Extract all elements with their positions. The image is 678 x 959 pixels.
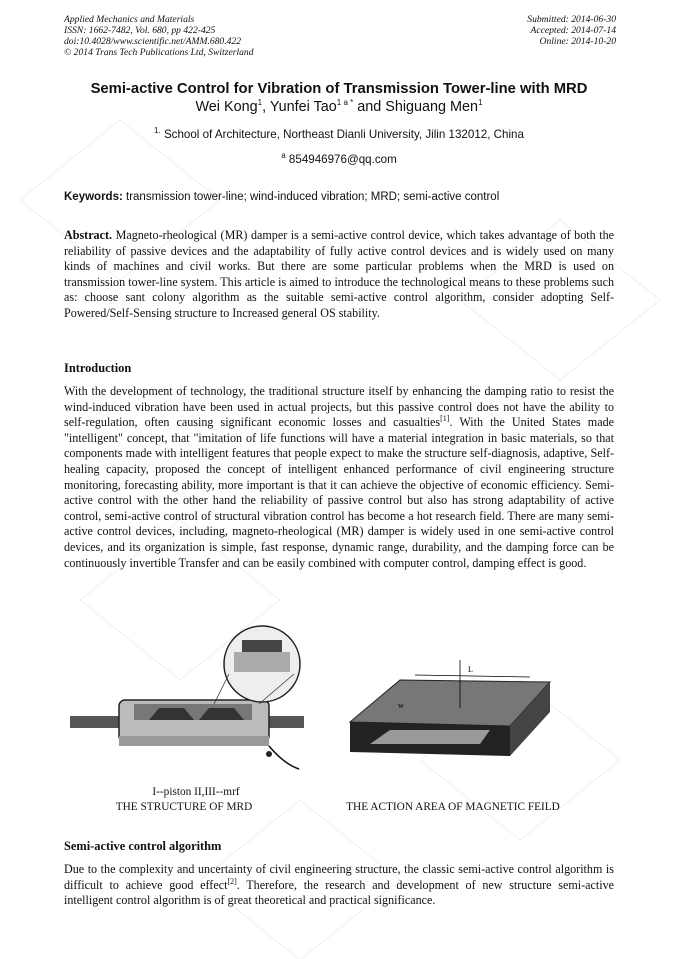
introduction-text — [64, 384, 614, 571]
keywords-text: transmission tower-line; wind-induced vibration; MRD; semi-active control — [126, 191, 500, 203]
author-3-sup: 1 — [478, 98, 483, 108]
magnetic-field-figure — [340, 660, 570, 780]
intro-text-2: . With the United States made "intelligent" concept, that "imitation of life functions will have a material integration in basic materials, so that components made with intelligent features that people expect to make the structure self-diagnosis, adaptive, Self-healing capacity, proposed the concept of intelligent enhanced performance of civil engineering structure monitoring, forecasting ability, more important is that it can achieve the objective of economic efficiency. Semi-active control with the other hand the reliability of passive control but also has strong adaptability of active control, semi-active control of structural vibration control has become a hot research field. There are many semi-active control devices, including, magneto-rheological (MR) damper is widely used in one semi-active control devices, and its organization is simple, fast response, dynamic range, durability, and the damping force can be continuously invertible Transfer and can be easily combined with computer control, damping effect is good. — [64, 415, 614, 570]
abstract-label: Abstract. — [64, 228, 113, 242]
authors-line — [0, 98, 678, 116]
keywords — [64, 191, 624, 203]
affiliation-sup: 1. — [154, 126, 161, 136]
abstract — [64, 228, 614, 322]
paper-title: Semi-active Control for Vibration of Transmission Tower-line with MRD — [90, 81, 588, 97]
author-2-sup: 1 a * — [336, 98, 354, 108]
width-mark: w — [398, 701, 404, 710]
sa-ref[interactable]: [2] — [227, 876, 237, 886]
doi-link[interactable]: doi:10.4028/www.scientific.net/AMM.680.422 — [64, 36, 242, 47]
sa-text-1: Due to the complexity and uncertainty of civil engineering structure, the classic semi-active control algorithm is difficult to achieve good effect — [64, 862, 614, 892]
introduction-heading: Introduction — [64, 361, 132, 375]
mrd-structure-figure — [64, 624, 314, 774]
copyright: © 2014 Trans Tech Publications Ltd, Switzerland — [64, 47, 254, 58]
accepted-date: Accepted: 2014-07-14 — [530, 25, 616, 36]
journal-info — [64, 14, 254, 58]
author-3: and Shiguang Men — [353, 99, 479, 115]
abstract-text: Magneto-rheological (MR) damper is a semi-active control device, which takes advantage of both the reliability of passive devices and the adaptability of fully active control devices and is widely used on many kinds of machines and civil works. But there are some particular problems when the MRD is used on transmission tower-line system. This article is aimed to introduce the technological means to these problems such as: choose sant colony algorithm as the suitable semi-active control algorithm, consider adopting Self-Powered/Self-Sensing structure to Increased general OS stability. — [64, 228, 614, 320]
author-1: Wei Kong — [195, 99, 258, 115]
affiliation — [0, 128, 678, 141]
issn: ISSN: 1662-7482, Vol. 680, pp 422-425 — [64, 25, 216, 36]
mrd-figure-legend: I--piston II,III--mrf — [152, 786, 240, 798]
magnetic-figure-caption: THE ACTION AREA OF MAGNETIC FEILD — [346, 801, 560, 813]
author-2: , Yunfei Tao — [262, 99, 337, 115]
semi-active-text — [64, 862, 614, 909]
author-1-sup: 1 — [257, 98, 263, 108]
mrd-figure-caption: THE STRUCTURE OF MRD — [115, 801, 253, 813]
affiliation-text: School of Architecture, Northeast Dianli University, Jilin 132012, China — [163, 128, 524, 141]
sa-text-2: . Therefore, the research and development of new structure semi-active intelligent control algorithm is of great theoretical and practical significance. — [64, 877, 614, 908]
journal-name: Applied Mechanics and Materials — [64, 14, 195, 25]
intro-text-1: With the development of technology, the traditional structure itself by enhancing the damping ratio to resist the wind-induced vibration have been used in actual projects, but this passive control does not have the ability to self-regulation, often causing significant economic losses and casualties — [64, 384, 614, 430]
email-sup: a — [281, 151, 286, 161]
length-mark: L — [468, 665, 473, 674]
dates-info — [527, 14, 616, 47]
intro-ref-1[interactable]: [1] — [440, 414, 450, 424]
submitted-date: Submitted: 2014-06-30 — [527, 14, 616, 25]
semi-active-heading: Semi-active control algorithm — [64, 839, 222, 853]
online-date: Online: 2014-10-20 — [539, 36, 616, 47]
keywords-label: Keywords: — [64, 191, 123, 203]
email-line — [0, 153, 678, 166]
email-address[interactable]: 854946976@qq.com — [288, 153, 397, 166]
